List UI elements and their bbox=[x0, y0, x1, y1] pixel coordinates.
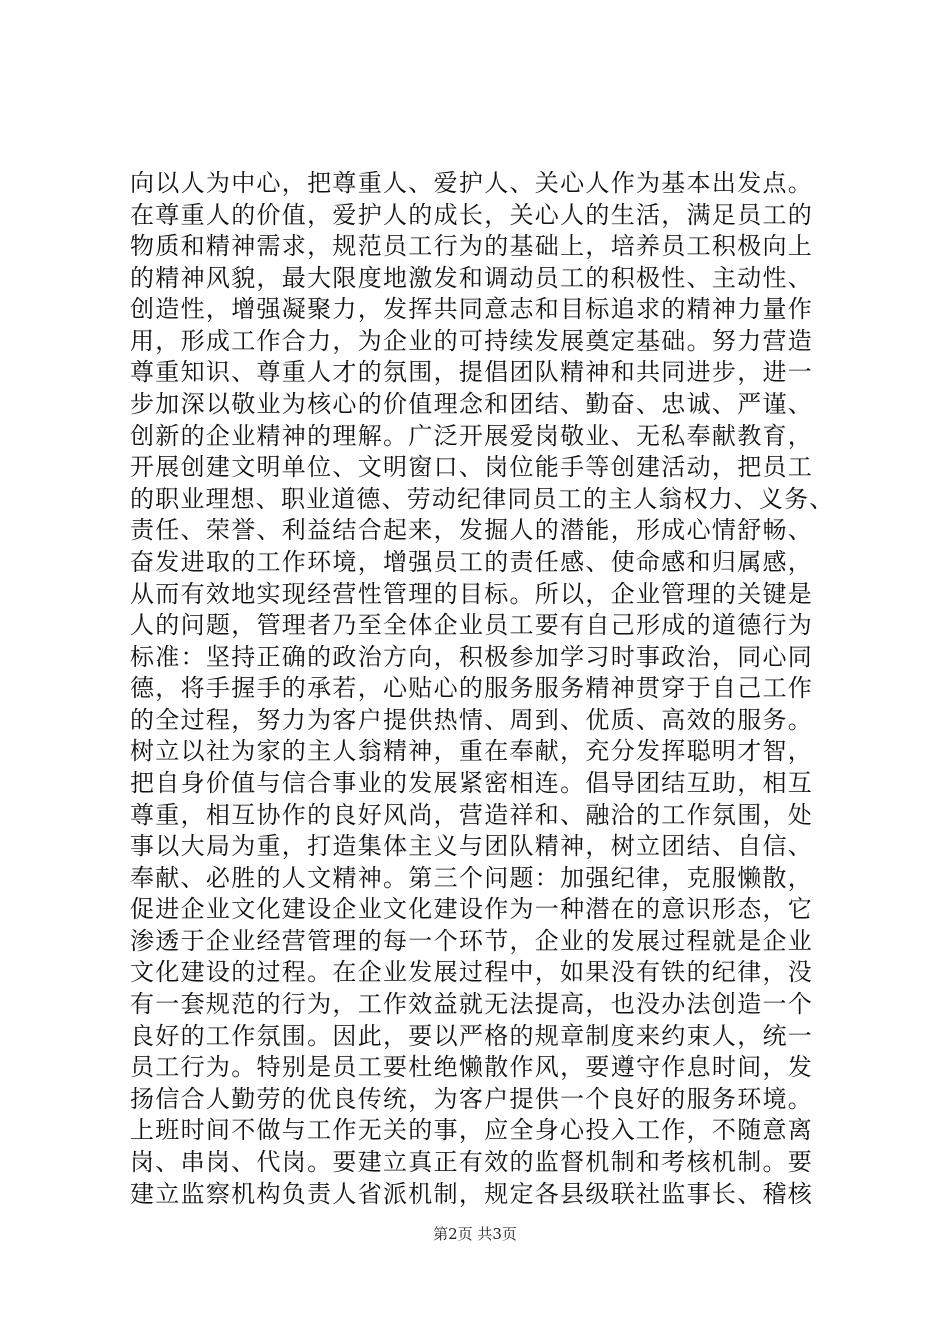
text-line: 奋发进取的工作环境，增强员工的责任感、使命感和归属感， bbox=[130, 547, 814, 576]
text-line: 尊重知识、尊重人才的氛围，提倡团队精神和共同进步，进一 bbox=[130, 358, 814, 387]
text-line: 开展创建文明单位、文明窗口、岗位能手等创建活动，把员工 bbox=[130, 453, 814, 482]
text-line: 良好的工作氛围。因此，要以严格的规章制度来约束人，统一 bbox=[130, 1021, 814, 1050]
page-number: 第2页 共3页 bbox=[433, 1225, 517, 1243]
text-line: 人的问题，管理者乃至全体企业员工要有自己形成的道德行为 bbox=[130, 611, 814, 640]
text-line: 的精神风貌，最大限度地激发和调动员工的积极性、主动性、 bbox=[130, 263, 814, 292]
text-line: 向以人为中心，把尊重人、爱护人、关心人作为基本出发点。 bbox=[130, 169, 814, 197]
text-line: 岗、串岗、代岗。要建立真正有效的监督机制和考核机制。要 bbox=[130, 1147, 814, 1176]
text-line: 责任、荣誉、利益结合起来，发掘人的潜能，形成心情舒畅、 bbox=[130, 516, 814, 545]
text-line: 渗透于企业经营管理的每一个环节，企业的发展过程就是企业 bbox=[130, 926, 814, 955]
text-line: 物质和精神需求，规范员工行为的基础上，培养员工积极向上 bbox=[130, 232, 814, 261]
text-line: 创新的企业精神的理解。广泛开展爱岗敬业、无私奉献教育， bbox=[130, 421, 814, 450]
text-line: 步加深以敬业为核心的价值理念和团结、勤奋、忠诚、严谨、 bbox=[130, 390, 814, 419]
text-line: 标准：坚持正确的政治方向，积极参加学习时事政治，同心同 bbox=[130, 642, 814, 671]
text-line: 德，将手握手的承若，心贴心的服务服务精神贯穿于自己工作 bbox=[130, 674, 814, 703]
text-line: 的职业理想、职业道德、劳动纪律同员工的主人翁权力、义务、 bbox=[130, 484, 835, 513]
text-line: 的全过程，努力为客户提供热情、周到、优质、高效的服务。 bbox=[130, 705, 814, 734]
text-line: 尊重，相互协作的良好风尚，营造祥和、融洽的工作氛围，处 bbox=[130, 800, 814, 829]
page-footer bbox=[0, 1224, 950, 1244]
text-line: 文化建设的过程。在企业发展过程中，如果没有铁的纪律，没 bbox=[130, 958, 814, 987]
text-line: 奉献、必胜的人文精神。第三个问题：加强纪律，克服懒散， bbox=[130, 863, 814, 892]
text-line: 上班时间不做与工作无关的事，应全身心投入工作，不随意离 bbox=[130, 1116, 814, 1145]
text-line: 创造性，增强凝聚力，发挥共同意志和目标追求的精神力量作 bbox=[130, 295, 814, 324]
text-line: 事以大局为重，打造集体主义与团队精神，树立团结、自信、 bbox=[130, 832, 814, 861]
body-text bbox=[130, 168, 835, 1210]
text-line: 在尊重人的价值，爱护人的成长，关心人的生活，满足员工的 bbox=[130, 200, 814, 229]
text-line: 员工行为。特别是员工要杜绝懒散作风，要遵守作息时间，发 bbox=[130, 1053, 814, 1082]
text-line: 有一套规范的行为，工作效益就无法提高，也没办法创造一个 bbox=[130, 990, 814, 1019]
text-line: 扬信合人勤劳的优良传统，为客户提供一个良好的服务环境。 bbox=[130, 1084, 814, 1113]
text-line: 从而有效地实现经营性管理的目标。所以，企业管理的关键是 bbox=[130, 579, 814, 608]
text-line: 建立监察机构负责人省派机制，规定各县级联社监事长、稽核 bbox=[130, 1179, 814, 1208]
text-line: 把自身价值与信合事业的发展紧密相连。倡导团结互助，相互 bbox=[130, 768, 814, 797]
text-line: 用，形成工作合力，为企业的可持续发展奠定基础。努力营造 bbox=[130, 326, 814, 355]
text-line: 树立以社为家的主人翁精神，重在奉献，充分发挥聪明才智， bbox=[130, 737, 814, 766]
text-line: 促进企业文化建设企业文化建设作为一种潜在的意识形态，它 bbox=[130, 895, 814, 924]
